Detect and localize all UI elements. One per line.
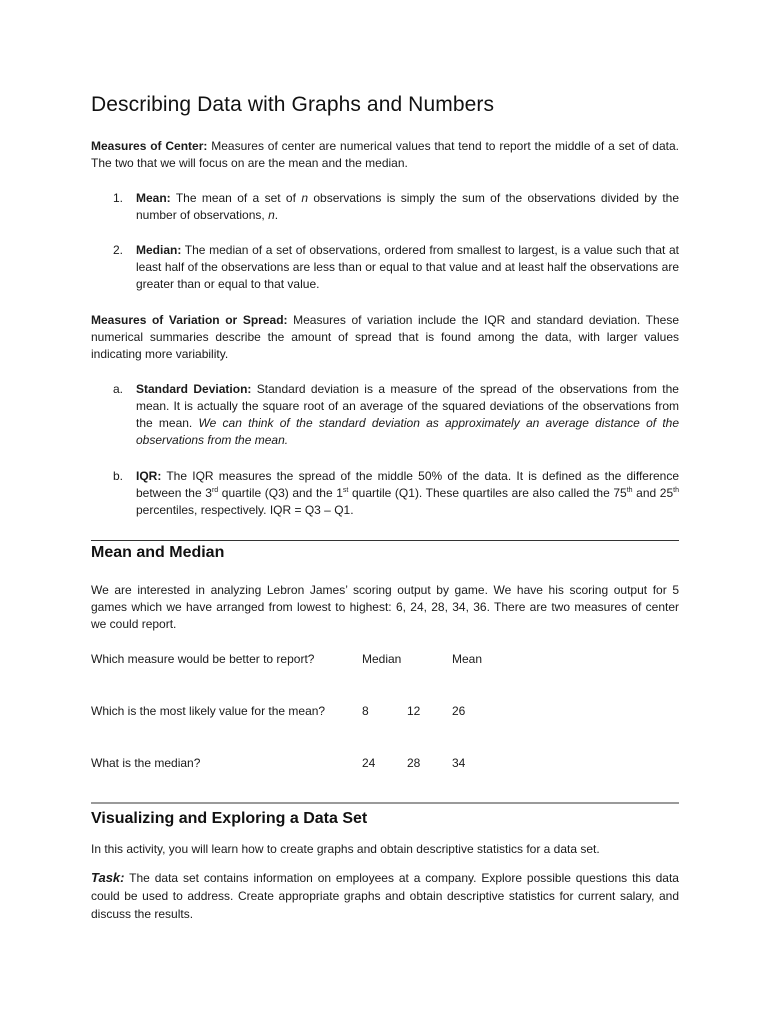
measures-of-variation-text: Measures of variation include the IQR and standard deviation. These numerical summaries describe the amount of spread that is found among the data, with larger values indicating more variability. (91, 313, 679, 361)
answer-option: 26 (452, 704, 466, 718)
mean-text-a: The mean of a set of (175, 191, 296, 205)
mean-label: Mean: (136, 191, 171, 205)
question-row (91, 651, 679, 668)
mean-text-c: . (274, 208, 279, 222)
measures-of-variation-label: Measures of Variation or Spread: (91, 313, 288, 327)
mean-text-b: observations is simply the sum of the observations divided by the number of observations, (136, 191, 680, 222)
activity-intro: In this activity, you will learn how to create graphs and obtain descriptive statistics for a data set. (91, 842, 600, 856)
iqr-text: quartile (Q1). These quartiles are also called the 75 (348, 486, 627, 500)
list-marker: b. (113, 469, 124, 483)
task-text: The data set contains information on employees at a company. Explore possible questions this data could be used to address. Create appropriate graphs and obtain descriptive statistics for current salary, and discuss the results. (91, 871, 679, 921)
variable-n: n (301, 191, 308, 205)
superscript: st (342, 487, 349, 494)
document-title: Describing Data with Graphs and Numbers (91, 93, 495, 116)
task-label: Task: (91, 870, 125, 885)
measures-of-variation-paragraph (91, 312, 679, 363)
answer-option: 24 (362, 756, 376, 770)
standard-deviation-text: Standard deviation is a measure of the spread of the observations from the mean. It is actually the square root of an average of the squared deviations of the observations from the mean. (136, 382, 679, 430)
list-marker: a. (113, 382, 124, 396)
standard-deviation-italic-note: We can think of the standard deviation as approximately an average distance of the observations from the mean. (136, 416, 680, 447)
lebron-paragraph: We are interested in analyzing Lebron James’ scoring output by game. We have his scoring output for 5 games which we have arranged from lowest to highest: 6, 24, 28, 34, 36. There are two measures of center we could report. (91, 583, 679, 631)
superscript: rd (211, 487, 219, 494)
iqr-text: The IQR measures the spread of the middle 50% of the data. It is defined as the difference between the 3 (136, 469, 679, 500)
question-text: Which is the most likely value for the mean? (91, 704, 326, 718)
mean-definition-item (91, 190, 679, 224)
question-row (91, 703, 679, 720)
section-divider (91, 802, 679, 804)
answer-option: 28 (407, 756, 421, 770)
variable-n: n (268, 208, 275, 222)
median-text: The median of a set of observations, ordered from smallest to largest, is a value such that at least half of the observations are less than or equal to that value and at least half the observations are greater than or equal to that value. (136, 243, 679, 291)
question-text: Which measure would be better to report? (91, 652, 315, 666)
question-text: What is the median? (91, 756, 201, 770)
answer-option: Mean (452, 652, 483, 666)
answer-option: 12 (407, 704, 421, 718)
section-divider (91, 540, 679, 541)
question-row (91, 755, 679, 772)
standard-deviation-item (91, 381, 679, 449)
task-paragraph (91, 869, 679, 923)
standard-deviation-label: Standard Deviation: (136, 382, 252, 396)
iqr-label: IQR: (136, 469, 162, 483)
iqr-text: quartile (Q3) and the 1 (218, 486, 343, 500)
superscript: th (673, 487, 679, 494)
median-label: Median: (136, 243, 182, 257)
answer-option: 34 (452, 756, 466, 770)
median-definition-item (91, 242, 679, 293)
iqr-item (91, 468, 679, 519)
measures-of-center-text: Measures of center are numerical values that tend to report the middle of a set of data. The two that we will focus on are the mean and the median. (91, 139, 679, 170)
measures-of-center-paragraph (91, 138, 679, 172)
iqr-text: and 25 (632, 486, 674, 500)
superscript: th (626, 487, 633, 494)
answer-option: 8 (362, 704, 369, 718)
answer-option: Median (362, 652, 402, 666)
measures-of-center-label: Measures of Center: (91, 139, 208, 153)
visualizing-heading: Visualizing and Exploring a Data Set (91, 810, 368, 827)
mean-median-heading: Mean and Median (91, 544, 225, 561)
list-marker: 1. (113, 191, 124, 205)
iqr-text: percentiles, respectively. IQR = Q3 – Q1. (136, 503, 354, 517)
list-marker: 2. (113, 243, 124, 257)
